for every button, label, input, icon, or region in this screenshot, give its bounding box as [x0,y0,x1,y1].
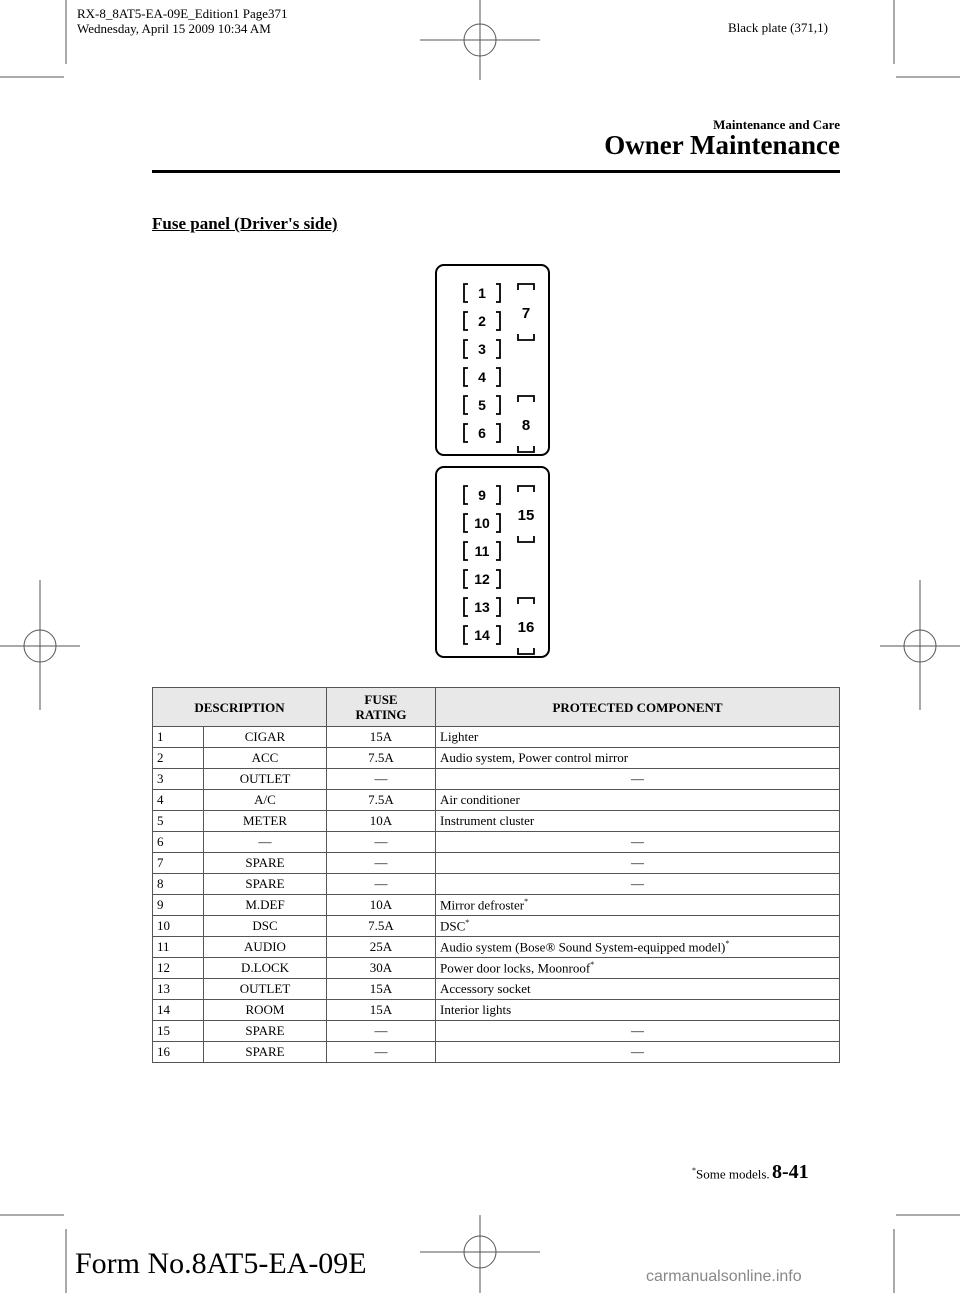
fuse-bracket-left [464,368,468,386]
fuse-description [204,832,327,853]
table-row [153,1021,840,1042]
table-row [153,727,840,748]
fuse-slot-label: 6 [478,425,486,441]
fuse-number-text: 3 [157,771,164,786]
large-fuse-bracket-top [518,396,534,402]
fuse-table [152,687,840,1063]
fuse-number [153,853,204,874]
footnote-text: Some models. [696,1166,770,1182]
fuse-number [153,1042,204,1063]
fuse-description [204,979,327,1000]
protected-component [436,832,840,853]
fuse-description-text: D.LOCK [240,960,290,975]
fuse-rating [327,853,436,874]
fuse-description-text: ROOM [245,1002,285,1017]
large-fuse-bracket-top [518,598,534,604]
form-number: Form No.8AT5-EA-09E [75,1247,367,1280]
table-row [153,979,840,1000]
fuse-description-text: ACC [251,750,279,765]
protected-component-text: — [631,855,644,870]
protected-component-text: — [631,1044,644,1059]
star-mark: * [725,938,730,948]
table-row [153,1000,840,1021]
fuse-bracket-left [464,542,468,560]
protected-component-text: — [631,876,644,891]
footnote [692,1166,770,1182]
fuse-slot-label: 12 [474,571,490,587]
fuse-rating [327,811,436,832]
header-component: PROTECTED COMPONENT [436,688,840,727]
fuse-bracket-left [464,396,468,414]
large-fuse-bracket-bottom [518,446,534,452]
large-fuse-bracket-top [518,486,534,492]
protected-component-text: Power door locks, Moonroof [440,960,591,976]
fuse-bracket-left [464,626,468,644]
fuse-slot-label: 4 [478,369,486,385]
protected-component [436,874,840,895]
protected-component-text: DSC [440,918,466,934]
fuse-number [153,937,204,958]
fuse-bracket-right [496,626,500,644]
fuse-slot-label: 5 [478,397,486,413]
fuse-description [204,748,327,769]
fuse-number-text: 9 [157,897,164,912]
protected-component [436,748,840,769]
title-rule [152,170,840,173]
fuse-number [153,895,204,916]
fuse-bracket-right [496,424,500,442]
protected-component [436,811,840,832]
fuse-description [204,916,327,937]
fuse-slot-label: 9 [478,487,486,503]
table-row [153,769,840,790]
fuse-rating [327,874,436,895]
fuse-description-text: CIGAR [244,729,286,744]
fuse-number-text: 11 [157,939,170,954]
fuse-bracket-left [464,598,468,616]
fuse-slot-label: 13 [474,599,490,615]
table-row [153,958,840,979]
fuse-number-text: 5 [157,813,164,828]
fuse-rating-text: 30A [369,960,393,975]
fuse-number-text: 15 [157,1023,170,1038]
protected-component [436,853,840,874]
fuse-rating-text: 15A [369,729,393,744]
fuse-slot-label: 3 [478,341,486,357]
fuse-bracket-left [464,424,468,442]
fuse-number [153,958,204,979]
protected-component-text: — [631,1023,644,1038]
fuse-description [204,727,327,748]
fuse-rating [327,1042,436,1063]
star-mark: * [590,959,595,969]
fuse-bracket-right [496,284,500,302]
star-mark: * [524,896,529,906]
protected-component [436,1042,840,1063]
fuse-rating [327,748,436,769]
fuse-slot-label: 14 [474,627,490,643]
protected-component-text: — [631,771,644,786]
table-row [153,790,840,811]
fuse-rating-text: — [374,771,388,786]
fuse-description [204,874,327,895]
fuse-rating-text: — [374,876,388,891]
protected-component-text: Instrument cluster [440,813,535,828]
protected-component [436,1021,840,1042]
fuse-rating-text: 10A [369,813,393,828]
fuse-number [153,874,204,895]
page-title: Owner Maintenance [604,130,840,160]
table-row [153,916,840,937]
large-fuse-bracket-top [518,284,534,290]
header-rating-line2: RATING [355,707,407,722]
protected-component-text: Mirror defroster [440,897,525,913]
fuse-bracket-right [496,368,500,386]
fuse-number-text: 1 [157,729,164,744]
fuse-rating [327,958,436,979]
fuse-number-text: 6 [157,834,164,849]
fuse-rating-text: 25A [369,939,393,954]
protected-component-text: Audio system, Power control mirror [440,750,629,765]
table-row [153,748,840,769]
fuse-rating-text: — [374,834,388,849]
fuse-rating-text: 7.5A [368,918,394,933]
fuse-description-text: DSC [252,918,278,933]
table-row [153,832,840,853]
fuse-number [153,916,204,937]
fuse-bracket-right [496,312,500,330]
print-header-line1: RX-8_8AT5-EA-09E_Edition1 Page371 [77,6,288,21]
fuse-rating [327,1000,436,1021]
plate-label: Black plate (371,1) [728,20,828,35]
protected-component [436,790,840,811]
protected-component [436,958,840,979]
table-row [153,874,840,895]
fuse-rating-text: 15A [369,981,393,996]
fuse-bracket-left [464,570,468,588]
large-fuse-label: 7 [521,305,531,322]
print-header [77,6,288,36]
fuse-description-text: M.DEF [245,897,285,912]
protected-component-text: — [631,834,644,849]
table-row [153,895,840,916]
fuse-rating-text: — [374,1023,388,1038]
fuse-panel-diagram [430,262,554,660]
fuse-number-text: 2 [157,750,164,765]
subtitle: Fuse panel (Driver's side) [152,214,338,233]
fuse-number-text: 12 [157,960,170,975]
fuse-description-text: SPARE [245,855,285,870]
fuse-bracket-left [464,514,468,532]
fuse-number-text: 13 [157,981,170,996]
fuse-slot-label: 11 [474,543,490,559]
print-header-line2: Wednesday, April 15 2009 10:34 AM [77,21,271,36]
table-row [153,937,840,958]
protected-component-text: Accessory socket [440,981,531,996]
fuse-bracket-right [496,570,500,588]
fuse-description [204,1000,327,1021]
fuse-number [153,790,204,811]
fuse-rating-text: — [374,855,388,870]
large-fuse-label: 16 [517,619,535,636]
fuse-number [153,727,204,748]
fuse-rating [327,979,436,1000]
protected-component-text: Air conditioner [440,792,520,807]
fuse-description-text: — [258,834,272,849]
fuse-description-text: OUTLET [239,771,291,786]
fuse-bracket-right [496,396,500,414]
fuse-bracket-left [464,486,468,504]
large-fuse-label: 8 [521,417,531,434]
fuse-number [153,769,204,790]
fuse-bracket-left [464,312,468,330]
fuse-rating [327,937,436,958]
fuse-description-text: SPARE [245,1044,285,1059]
fuse-description-text: A/C [254,792,276,807]
fuse-number-text: 4 [157,792,164,807]
star-mark: * [465,917,470,927]
fuse-slot-label: 1 [478,285,486,301]
fuse-bracket-right [496,486,500,504]
fuse-number-text: 10 [157,918,170,933]
fuse-description [204,811,327,832]
fuse-bracket-right [496,542,500,560]
fuse-rating [327,832,436,853]
page-number: 8-41 [772,1161,809,1183]
fuse-description-text: SPARE [245,876,285,891]
fuse-number-text: 14 [157,1002,170,1017]
protected-component [436,769,840,790]
fuse-number [153,979,204,1000]
fuse-rating-text: 10A [369,897,393,912]
fuse-rating [327,769,436,790]
header-rating-line1: FUSE [364,692,398,707]
protected-component-text: Lighter [440,729,479,744]
fuse-number [153,1021,204,1042]
protected-component [436,895,840,916]
table-row [153,853,840,874]
header-description: DESCRIPTION [153,688,327,727]
fuse-rating [327,916,436,937]
fuse-rating [327,790,436,811]
fuse-bracket-left [464,340,468,358]
fuse-number [153,811,204,832]
fuse-description [204,1042,327,1063]
fuse-rating-text: 7.5A [368,792,394,807]
protected-component [436,979,840,1000]
fuse-description [204,769,327,790]
upper-fuse-block [436,265,549,455]
protected-component-text: Interior lights [440,1002,512,1017]
fuse-rating-text: 15A [369,1002,393,1017]
table-row [153,811,840,832]
fuse-slot-label: 2 [478,313,486,329]
protected-component [436,916,840,937]
fuse-bracket-right [496,514,500,532]
fuse-number [153,832,204,853]
large-fuse-label: 15 [517,507,535,524]
protected-component [436,727,840,748]
protected-component [436,1000,840,1021]
fuse-rating-text: — [374,1044,388,1059]
protected-component-text: Audio system (Bose® Sound System-equipped model) [440,939,726,955]
fuse-description [204,937,327,958]
large-fuse-bracket-bottom [518,536,534,542]
fuse-description [204,895,327,916]
fuse-rating [327,1021,436,1042]
fuse-description-text: AUDIO [244,939,286,954]
protected-component [436,937,840,958]
fuse-number-text: 8 [157,876,164,891]
table-row [153,1042,840,1063]
section-name: Maintenance and Care [713,117,840,132]
fuse-description [204,1021,327,1042]
watermark: carmanualsonline.info [646,1268,802,1285]
fuse-description [204,853,327,874]
fuse-description-text: SPARE [245,1023,285,1038]
fuse-bracket-right [496,598,500,616]
fuse-description [204,958,327,979]
fuse-number [153,1000,204,1021]
fuse-description-text: METER [242,813,288,828]
large-fuse-bracket-bottom [518,334,534,340]
fuse-description-text: OUTLET [239,981,291,996]
fuse-slot-label: 10 [474,515,490,531]
large-fuse-bracket-bottom [518,648,534,654]
fuse-rating [327,895,436,916]
fuse-number-text: 7 [157,855,164,870]
fuse-number [153,748,204,769]
fuse-number-text: 16 [157,1044,170,1059]
fuse-rating-text: 7.5A [368,750,394,765]
star-mark: * [692,1166,696,1175]
header-rating [327,688,436,727]
fuse-description [204,790,327,811]
fuse-bracket-left [464,284,468,302]
fuse-bracket-right [496,340,500,358]
fuse-rating [327,727,436,748]
